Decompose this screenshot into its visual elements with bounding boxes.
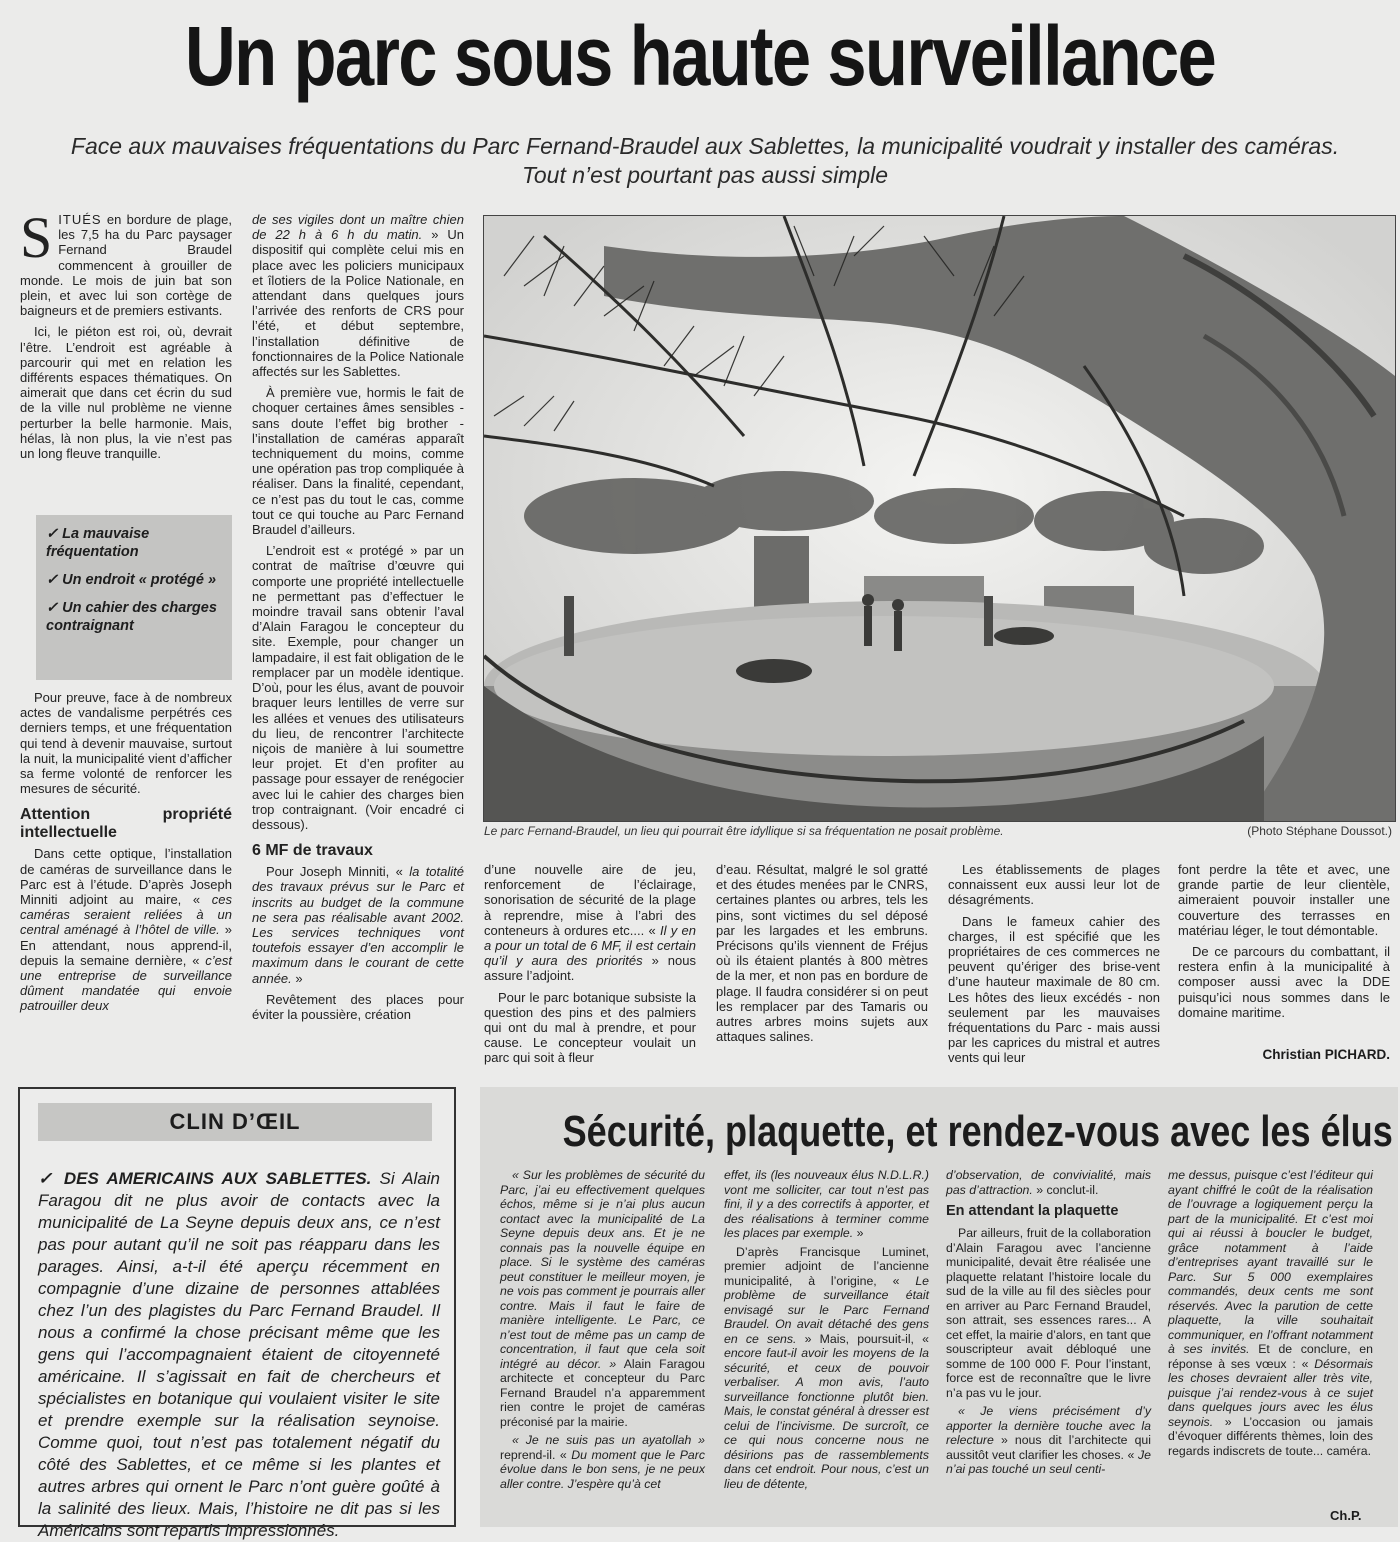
article-paragraph: « Je ne suis pas un ayatollah » reprend-il. « Du moment que le Parc évolue dans le bon sens, je ne peux aller contre. J’espère qu’à cet <box>500 1433 705 1491</box>
drop-cap: S <box>20 205 53 270</box>
article-paragraph: d’observation, de convivialité, mais pas d’attraction. » conclut-il. <box>946 1168 1151 1197</box>
article-paragraph: « Sur les problèmes de sécurité du Parc, j’ai eu effectivement quelques échos, même si je n’ai plus aucun contact avec la municipalité de La Seyne depuis deux ans. Et je ne connais pas la nouvelle équipe en place. Si le système des caméras peut constituer le meilleur moyen, je ne vois pas comment je pourrais aller contre. Mais il faut le faire de manière intelligente. Le Parc, ce n’est tout de même pas un camp de concentration, il faut que cela soit intégré au décor. » Alain Faragou architecte et concepteur du Parc Fernand Braudel n’a apparemment rien contre le projet de caméras préconisé par la mairie. <box>500 1168 705 1429</box>
article-column-3 <box>484 862 696 1072</box>
article-paragraph: Revêtement des places pour éviter la poussière, création <box>252 991 464 1022</box>
subheading: Attention propriété intellectuelle <box>20 806 232 842</box>
clin-doeil-text: ✓ DES AMERICAINS AUX SABLETTES. Si Alain Faragou dit ne plus avoir de contacts avec la municipalité de La Seyne depuis deux ans, ce n’est pas pour autant qu’il ne soit pas réapparu dans les parages. Ainsi, a-t-il été aperçu récemment en compagnie d’une dizaine de personnes attablées chez l’un des plagistes du Parc Fernand Braudel. Il nous a confirmé la chose précisant même que les gens qui l’accompagnaient étaient de citoyenneté américaine. Il s’agissait en fait de chercheurs et spécialistes en botanique qui voulaient visiter le site et prendre exemple sur la réalisation seynoise. Comme quoi, tout n’est pas totalement négatif du côté des Sablettes, et ce même si les plantes et autres arbres qui ornent le Parc n’ont guère goûté à la salinité des lieux. Mais, l’histoire ne dit pas si les Américains sont repartis impressionnés. <box>38 1169 441 1540</box>
summary-box <box>36 515 232 680</box>
photo-credit: (Photo Stéphane Doussot.) <box>1247 824 1392 838</box>
summary-item: ✓ Un cahier des charges contraignant <box>46 600 217 634</box>
article-paragraph: me dessus, puisque c’est l’éditeur qui ayant chiffré le coût de la réalisation de l’ouvrage a logiquement perçu la part de la municipalité. Et c’est moi qui ai réussi à boucler le budget, grâce notamment à l’aide d’entreprises ayant travaillé sur le Parc. Sur 5 000 exemplaires commandés, deux cents me sont réservés. Avec la parution de cette plaquette, la ville souhaitait communiquer, en l’offrant notamment à ses invités. Et de conclure, en réponse à ses vœux : « Désormais les choses devraient aller très vite, puisque j’ai rendez-vous à ce sujet dans quelques jours avec les élus seynois. » L’occasion ou jamais d’évoquer différents thèmes, loin des regards indiscrets de toute... caméra. <box>1168 1168 1373 1458</box>
summary-item: ✓ Un endroit « protégé » <box>46 572 217 588</box>
article-paragraph: font perdre la tête et avec, une grande partie de leur clientèle, aimeraient pouvoir installer une couverture des terrasses en matériau léger, le tout démontable. <box>1178 862 1390 938</box>
signoff: Ch.P. <box>1330 1508 1362 1523</box>
article-paragraph: effet, ils (les nouveaux élus N.D.L.R.) vont me solliciter, car tout n’est pas fini, il y a des correctifs à apporter, et des réalisations à terminer comme les places par exemple. » <box>724 1168 929 1240</box>
securite-column-4 <box>1168 1168 1373 1462</box>
article-paragraph: À première vue, hormis le fait de choquer certaines âmes sensibles - sans doute l’effet big brother - l’installation de caméras apparaît techniquement du moins, comme une opération pas trop compliquée à réaliser. Dans la finalité, cependant, ce n’est pas du tout le cas, comme tout ce qui touche au Parc Fernand Braudel d’ailleurs. <box>252 385 464 538</box>
securite-column-2 <box>724 1168 929 1495</box>
securite-column-3 <box>946 1168 1151 1481</box>
article-paragraph: Pour Joseph Minniti, « la totalité des travaux prévus sur le Parc et inscrits au budget de la commune ne sera pas réalisable avant 2002. Les services techniques vont toutefois essayer d’en accomplir le maximum dans le courant de cette année. » <box>252 864 464 986</box>
securite-headline: Sécurité, plaquette, et rendez-vous avec les élus <box>562 1107 1393 1156</box>
article-paragraph: Pour preuve, face à de nombreux actes de vandalisme perpétrés ces derniers temps, et une fréquentation qui tend à devenir mauvaise, surtout la nuit, la municipalité vient d’afficher sa ferme volonté de renforcer les mesures de sécurité. <box>20 690 232 797</box>
headline: Un parc sous haute surveillance <box>184 9 1216 103</box>
article-paragraph: Ici, le piéton est roi, où, devrait l’être. L’endroit est agréable à parcourir qui met en relation les différents espaces thématiques. On aimerait que dans cet écrin du sud de la ville nul problème ne vienne perturber la belle harmonie. Mais, hélas, là non plus, la vie n’est pas un long fleuve tranquille. <box>20 324 232 462</box>
article-paragraph: Dans cette optique, l’installation de caméras de surveillance dans le Parc est à l’étude. D’après Joseph Minniti adjoint au maire, « ces caméras seraient reliées à un central aménagé à l’hôtel de ville. » En attendant, nous apprend-il, depuis la semaine dernière, « c’est une entreprise de surveillance dûment mandatée qui envoie patrouiller deux <box>20 846 233 1014</box>
standfirst <box>60 132 1350 190</box>
subheading: En attendant la plaquette <box>946 1203 1119 1219</box>
summary-item: ✓ La mauvaise fréquentation <box>46 526 150 560</box>
article-paragraph: d’une nouvelle aire de jeu, renforcement de l’éclairage, sonorisation de sécurité de la plage à reprendre, mise à l’abri des conteneurs à ordures etc.... « Il y en a pour un total de 6 MF, il est certain qu’il y aura des priorités » nous assure l’adjoint. <box>484 862 696 984</box>
subheading: 6 MF de travaux <box>252 842 373 860</box>
article-paragraph: Les établissements de plages connaissent eux aussi leur lot de désagréments. <box>948 862 1160 908</box>
article-column-4 <box>716 862 928 1050</box>
article-paragraph: SITUÉS en bordure de plage, les 7,5 ha du Parc paysager Fernand Braudel commencent à grouiller de monde. Le mois de juin bat son plein, et avec lui son cortège de baigneurs et de premiers estivants. <box>20 205 232 319</box>
article-paragraph: D’après Francisque Luminet, premier adjoint de l’ancienne municipalité, à l’origine, « Le problème de surveillance était envisagé sur le Parc Fernand Braudel. On avait détaché des gens en ce sens. » Mais, poursuit-il, « encore faut-il avoir les moyens de la sécurité, et ceux de pouvoir verbaliser. A mon avis, l’auto surveillance fonctionne plutôt bien. Mais, le constat général à dresser est celui de l’incivisme. De surcroît, ce ce qui nous concerne nous ne désirions pas de rassemblements dans cet endroit. Pour nous, c’est un lieu de détente, <box>724 1244 930 1491</box>
park-photo <box>483 215 1396 822</box>
securite-column-1 <box>500 1168 705 1495</box>
article-column-6 <box>1178 862 1390 1026</box>
article-column-5 <box>948 862 1160 1072</box>
article-column-1-continued <box>20 690 232 1020</box>
standfirst-line-1: Face aux mauvaises fréquentations du Parc Fernand-Braudel aux Sablettes, la municipalité voudrait y installer des caméras. <box>70 133 1340 159</box>
article-paragraph: Dans le fameux cahier des charges, il est spécifié que les propriétaires de ces commerces ne peuvent qu’ériger des brise-vent d’une hauteur maximale de 80 cm. Les hôtes des lieux excédés - non seulement par les mauvaises fréquentations du Parc - mais aussi par les caprices du mistral et autres vents qui leur <box>948 913 1160 1066</box>
article-paragraph: Pour le parc botanique subsiste la question des pins et des palmiers qui ont du mal à prendre, et pour cause. Le concepteur voulait un parc qui soit à fleur <box>484 989 696 1066</box>
article-paragraph: Par ailleurs, fruit de la collaboration d’Alain Faragou avec l’ancienne municipalité, devait être réalisée une plaquette relatant l’histoire locale du sud de la ville au fil des siècles pour en arriver au Parc Fernand Braudel, son attrait, ses essences rares... A cet effet, la mairie d’alors, en tant que souscripteur avait débloqué une somme de 100 000 F. Pour l’instant, force est de reconnaître que le livre n’a pas vu le jour. <box>946 1226 1151 1400</box>
article-paragraph: d’eau. Résultat, malgré le sol gratté et des études menées par le CNRS, certaines plantes ou arbres, tels les pins, sont victimes du sel déposé par les largades et les embruns. Précisons qu’ils viennent de Fréjus où ils étaient plantés à 800 mètres de la mer, et non pas en bordure de plage. Il faudra considérer si on peut les remplacer par des Tamaris ou autres arbres moins sujets aux attaques salines. <box>716 862 928 1045</box>
article-column-1 <box>20 205 232 467</box>
standfirst-line-2: Tout n’est pourtant pas aussi simple <box>521 162 889 188</box>
article-paragraph: « Je viens précisément d’y apporter la dernière touche avec la relecture » nous dit l’architecte qui aussitôt veut clarifier les choses. « Je n’ai pas touché un seul centi- <box>946 1404 1151 1476</box>
park-photo-illustration <box>484 216 1395 821</box>
byline: Christian PICHARD. <box>1262 1047 1390 1062</box>
article-column-2 <box>252 212 464 1028</box>
article-paragraph: de ses vigiles dont un maître chien de 22 h à 6 h du matin. » Un dispositif qui complète celui mis en place avec les policiers municipaux et îlotiers de la Police Nationale, en attendant dans quelques jours l’arrivée des renforts de CRS pour l’été, et début septembre, l’installation définitive de fonctionnaires de la Police Nationale affectés sur les Sablettes. <box>252 212 465 380</box>
article-paragraph: L’endroit est « protégé » par un contrat de maîtrise d’œuvre qui comporte une propriété intellectuelle ne permettant pas d’effectuer le moindre travail sans obtenir l’aval d’Alain Faragou le concepteur du site. Exemple, pour changer un lampadaire, il est fait obligation de le remplacer par un modèle identique. D’où, pour les élus, avant de pouvoir braquer leurs lentilles de verre sur les allées et venues des utilisateurs du lieu, de rencontrer l’architecte niçois de manière à lui soumettre leur projet. Et d’en profiter au passage pour essayer de renégocier avec lui le cahier des charges bien trop contraignant. (Voir encadré ci dessous). <box>252 543 464 832</box>
clin-doeil-title: CLIN D’ŒIL <box>38 1103 432 1141</box>
photo-caption: Le parc Fernand-Braudel, un lieu qui pourrait être idyllique si sa fréquentation ne posait problème. <box>484 824 1004 838</box>
article-paragraph: De ce parcours du combattant, il restera enfin à la municipalité à composer aussi avec la DDE puisqu’ici nous sommes dans le domaine maritime. <box>1178 944 1390 1020</box>
